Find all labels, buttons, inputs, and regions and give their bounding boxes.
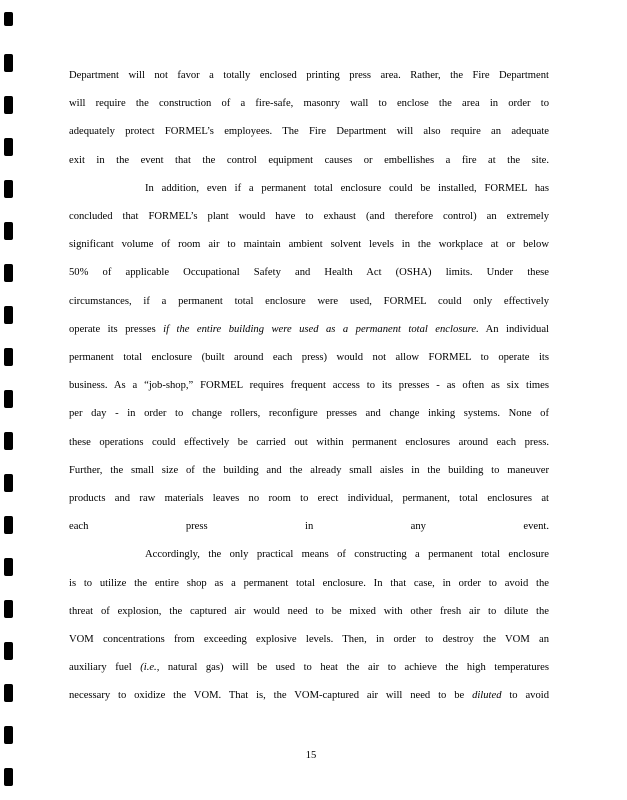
line: circumstances, if a permanent total enclosure were used, FORMEL could only effectively <box>69 295 549 307</box>
line-part: to avoid <box>501 690 549 702</box>
binding-hole <box>4 264 13 282</box>
binding-hole <box>4 684 13 702</box>
line: exit in the event that the control equipment causes or embellishes a fire at the site. <box>69 154 549 166</box>
line: each press in any event. <box>69 521 549 533</box>
binding-hole <box>4 96 13 114</box>
line: per day - in order to change rollers, reconfigure presses and change inking systems. None of <box>69 408 549 420</box>
binding-hole <box>4 516 13 534</box>
line: significant volume of room air to maintain ambient solvent levels in the workplace at or below <box>69 239 549 251</box>
line: concluded that FORMEL’s plant would have to exhaust (and therefore control) an extremely <box>69 211 549 223</box>
line: products and raw materials leaves no room to erect individual, permanent, total enclosures at <box>69 493 549 505</box>
binding-hole <box>4 180 13 198</box>
line: business. As a “job-shop,” FORMEL requires frequent access to its presses - as often as six times <box>69 380 549 392</box>
binding-hole <box>4 348 13 366</box>
binding-hole <box>4 558 13 576</box>
document-body <box>69 62 549 711</box>
binding-hole <box>4 432 13 450</box>
line: VOM concentrations from exceeding explosive levels. Then, in order to destroy the VOM an <box>69 634 549 646</box>
line-part: auxiliary fuel <box>69 662 141 674</box>
line: is to utilize the entire shop as a permanent total enclosure. In that case, in order to avoid the <box>69 577 549 589</box>
line-part: natural gas) will be used to heat the air to achieve the high temperatures <box>159 662 549 674</box>
line: these operations could effectively be carried out within permanent enclosures around each press. <box>69 436 549 448</box>
line: permanent total enclosure (built around each press) would not allow FORMEL to operate its <box>69 352 549 364</box>
binding-hole <box>4 600 13 618</box>
line: threat of explosion, the captured air would need to be mixed with other fresh air to dilute the <box>69 605 549 617</box>
line-part: necessary to oxidize the VOM. That is, the VOM-captured air will need to be <box>69 690 473 702</box>
italic-emphasis: (i.e., <box>140 662 160 674</box>
paragraph-2 <box>69 175 549 542</box>
paragraph-1 <box>69 62 549 175</box>
line-part: An individual <box>478 323 549 335</box>
paragraph-3 <box>69 541 549 710</box>
line: In addition, even if a permanent total enclosure could be installed, FORMEL has <box>145 182 549 194</box>
binding-hole <box>4 222 13 240</box>
line-part: operate its presses <box>69 323 164 335</box>
binding-hole <box>4 12 13 26</box>
binding-hole <box>4 54 13 72</box>
binding-hole <box>4 642 13 660</box>
line: 50% of applicable Occupational Safety and Health Act (OSHA) limits. Under these <box>69 267 549 279</box>
binding-hole <box>4 138 13 156</box>
italic-emphasis: if the entire building were used as a permanent total enclosure. <box>163 323 479 335</box>
binding-hole <box>4 768 13 786</box>
page-number: 15 <box>305 750 317 761</box>
binding-hole <box>4 390 13 408</box>
binding-hole <box>4 306 13 324</box>
line: Further, the small size of the building and the already small aisles in the building to maneuver <box>69 464 549 476</box>
binding-holes <box>0 0 20 800</box>
line: Department will not favor a totally enclosed printing press area. Rather, the Fire Department <box>69 70 549 81</box>
line: will require the construction of a fire-safe, masonry wall to enclose the area in order to <box>69 98 549 110</box>
line: Accordingly, the only practical means of constructing a permanent total enclosure <box>145 549 549 561</box>
line: adequately protect FORMEL’s employees. The Fire Department will also require an adequate <box>69 126 549 138</box>
italic-emphasis: diluted <box>472 690 502 702</box>
binding-hole <box>4 726 13 744</box>
binding-hole <box>4 474 13 492</box>
